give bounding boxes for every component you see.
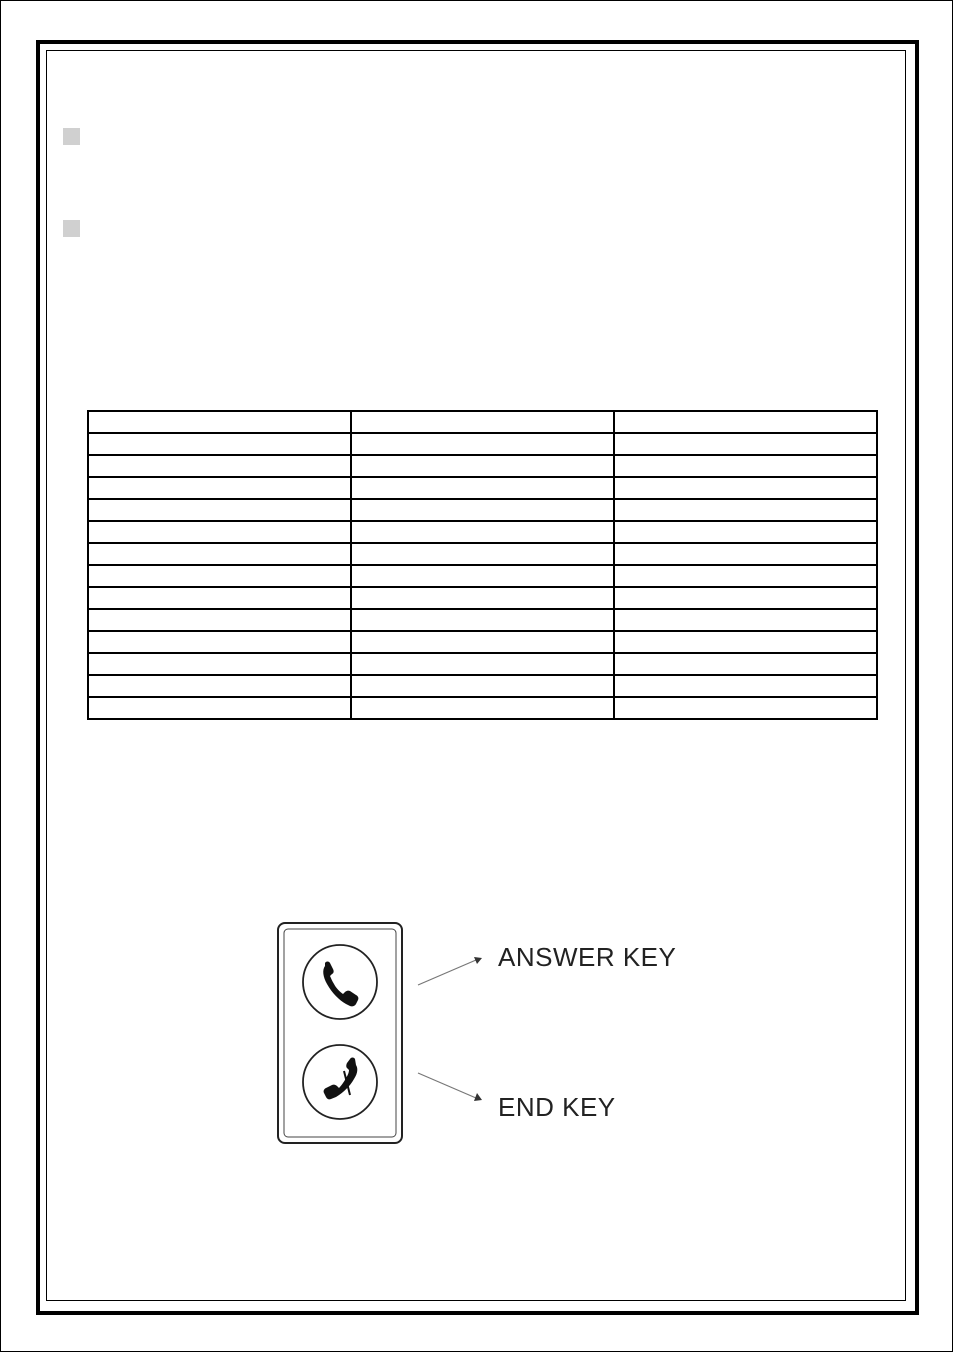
table-cell	[614, 587, 877, 609]
table-cell	[614, 697, 877, 719]
table-row	[88, 631, 877, 653]
table-cell	[614, 653, 877, 675]
table-row	[88, 653, 877, 675]
spec-table	[87, 410, 878, 720]
table-cell	[614, 631, 877, 653]
table-cell	[351, 631, 614, 653]
table-cell	[614, 565, 877, 587]
table-cell	[614, 455, 877, 477]
table-row	[88, 543, 877, 565]
table-cell	[351, 455, 614, 477]
table-cell	[88, 455, 351, 477]
table-cell	[351, 477, 614, 499]
table-cell	[351, 697, 614, 719]
table-row	[88, 411, 877, 433]
table-row	[88, 455, 877, 477]
table-cell	[351, 675, 614, 697]
table-cell	[351, 565, 614, 587]
answer-key-label: ANSWER KEY	[498, 942, 677, 972]
spec-table-body	[88, 411, 877, 719]
table-row	[88, 675, 877, 697]
bullet-square	[63, 220, 80, 237]
table-cell	[614, 411, 877, 433]
table-row	[88, 609, 877, 631]
bullet-square	[63, 128, 80, 145]
end-key[interactable]	[303, 1045, 377, 1119]
table-cell	[88, 587, 351, 609]
table-cell	[88, 499, 351, 521]
table-cell	[88, 631, 351, 653]
table-cell	[351, 543, 614, 565]
table-cell	[614, 675, 877, 697]
table-cell	[88, 521, 351, 543]
table-cell	[88, 675, 351, 697]
table-cell	[351, 653, 614, 675]
table-cell	[88, 609, 351, 631]
table-cell	[88, 477, 351, 499]
table-row	[88, 499, 877, 521]
table-row	[88, 565, 877, 587]
table-cell	[351, 411, 614, 433]
table-cell	[614, 521, 877, 543]
table-cell	[614, 433, 877, 455]
table-cell	[88, 697, 351, 719]
end-key-label: END KEY	[498, 1092, 616, 1122]
table-cell	[88, 411, 351, 433]
table-cell	[88, 565, 351, 587]
table-row	[88, 477, 877, 499]
table-cell	[614, 499, 877, 521]
table-row	[88, 697, 877, 719]
table-cell	[614, 543, 877, 565]
table-cell	[88, 433, 351, 455]
table-cell	[614, 609, 877, 631]
table-cell	[88, 543, 351, 565]
table-cell	[351, 499, 614, 521]
answer-arrow	[418, 957, 482, 985]
table-cell	[351, 433, 614, 455]
table-cell	[351, 587, 614, 609]
table-cell	[351, 609, 614, 631]
answer-key[interactable]	[303, 945, 377, 1019]
end-arrow	[418, 1073, 482, 1101]
table-cell	[88, 653, 351, 675]
table-row	[88, 587, 877, 609]
table-row	[88, 521, 877, 543]
table-cell	[614, 477, 877, 499]
table-row	[88, 433, 877, 455]
table-cell	[351, 521, 614, 543]
